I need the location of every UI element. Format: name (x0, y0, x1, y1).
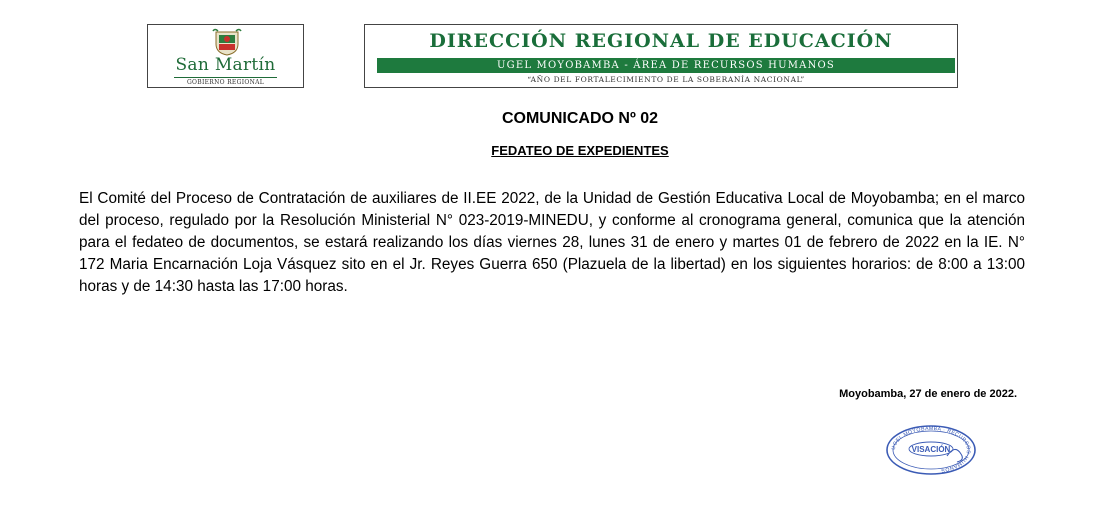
department-band: UGEL MOYOBAMBA - ÁREA DE RECURSOS HUMANOS (377, 58, 955, 73)
visacion-stamp (885, 424, 977, 476)
communique-heading: COMUNICADO Nº 02 (501, 110, 659, 127)
logo-name: San Martín (175, 55, 276, 75)
communique-body: El Comité del Proceso de Contratación de auxiliares de II.EE 2022, de la Unidad de Gestión Educativa Local de Moyobamba; en el marco del proceso, regulado por la Resolución Ministerial N° 023-2019-MINEDU, y conforme al cronograma general, comunica que la atención para el fedateo de documentos, se estará realizando los días viernes 28, lunes 31 de enero y martes 01 de febrero de 2022 en la IE. N° 172 Maria Encarnación Loja Vásquez sito en el Jr. Reyes Guerra 650 (Plazuela de la libertad) en los siguientes horarios: de 8:00 a 13:00 horas y de 14:30 hasta las 17:00 horas. (79, 190, 1025, 295)
year-motto: “AÑO DEL FORTALECIMIENTO DE LA SOBERANÍA NACIONAL” (527, 75, 805, 84)
coat-of-arms-icon (212, 28, 242, 56)
stamp-ring-text: UGEL MOYOBAMBA · RECURSOS HUMANOS (890, 425, 972, 474)
communique-subheading: FEDATEO DE EXPEDIENTES (491, 143, 669, 158)
logo-divider (174, 77, 277, 78)
place-date-signoff: Moyobamba, 27 de enero de 2022. (839, 388, 1017, 400)
institution-title: DIRECCIÓN REGIONAL DE EDUCACIÓN (429, 30, 893, 52)
stamp-center-text: VISACIÓN (911, 445, 951, 454)
gobierno-regional-logo (147, 24, 304, 88)
header-title-block (364, 24, 958, 88)
logo-subtitle: GOBIERNO REGIONAL (186, 79, 265, 86)
